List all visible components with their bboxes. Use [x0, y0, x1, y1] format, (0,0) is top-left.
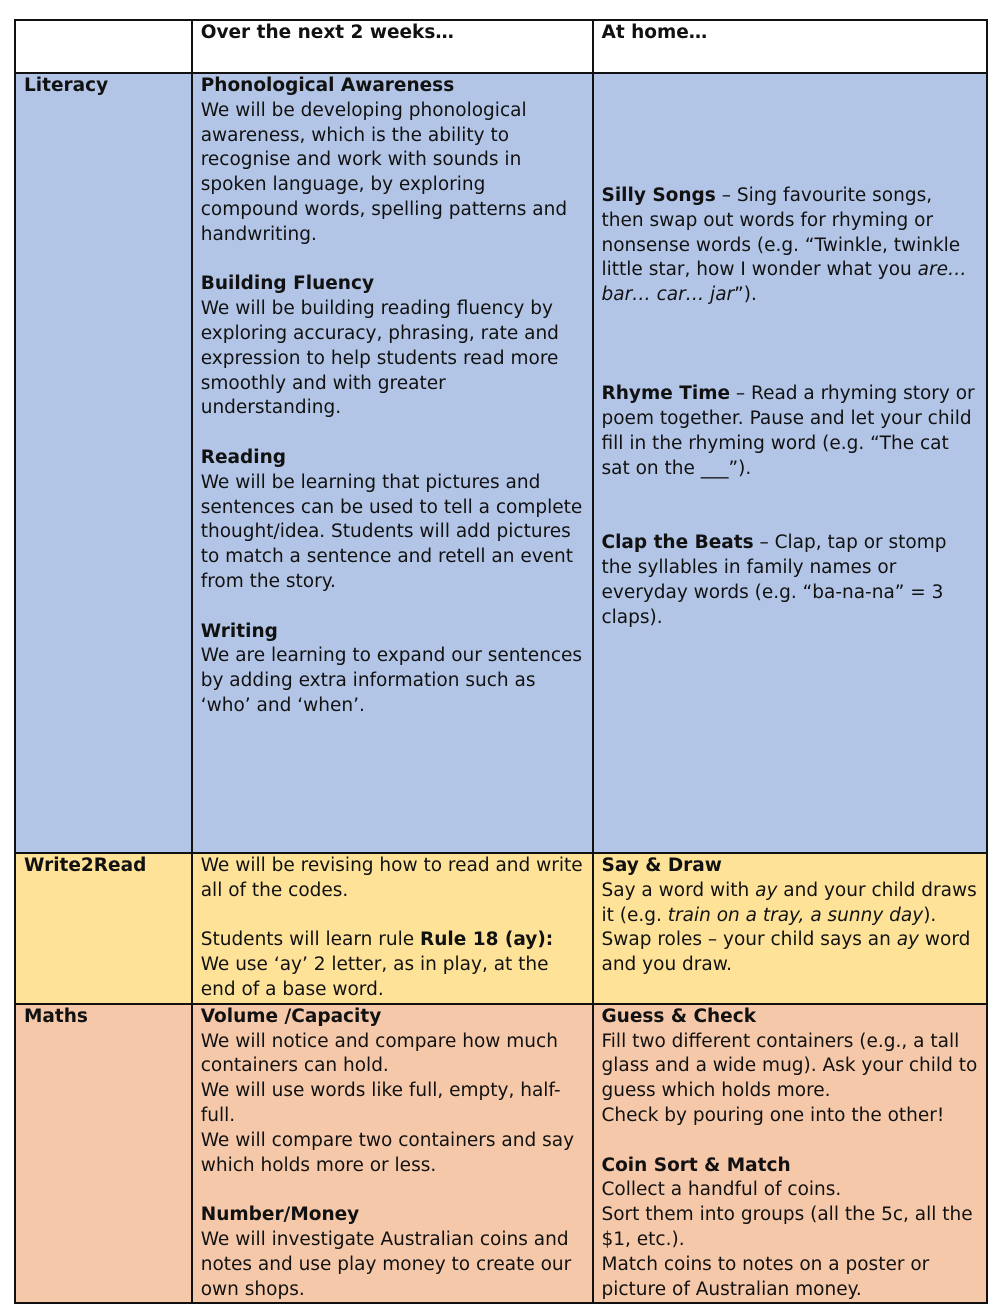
header-row — [15, 20, 987, 73]
volume-line: We will compare two containers and say which holds more or less. — [200, 1129, 575, 1176]
rule-line — [201, 928, 584, 953]
section-body: We will be developing phonological awareness, which is the ability to recognise and work with sounds in spoken language, by exploring compound words, spelling patterns and handwriting. — [200, 99, 568, 245]
text-run: and your child draws it (e.g. — [601, 879, 977, 926]
header-empty-cell — [15, 20, 192, 73]
literacy-plan-cell — [192, 73, 593, 853]
number-money-body: We will investigate Australian coins and notes and use play money to create our own shops. — [200, 1228, 572, 1300]
rule-name: Rule 18 (ay): — [419, 929, 554, 951]
maths-home-cell — [593, 1004, 988, 1304]
rule-intro: Students will learn rule — [200, 929, 420, 951]
section-body: We will be building reading fluency by exploring accuracy, phrasing, rate and expression to help students read more smoothly and with greater understanding. — [200, 298, 559, 419]
volume-line: We will notice and compare how much containers can hold. — [200, 1030, 558, 1077]
activity-italic: are… bar… car… jar — [601, 259, 967, 306]
silly-songs-activity — [602, 184, 979, 308]
coin-sort-line: Collect a handful of coins. — [601, 1179, 842, 1201]
text-run: ). — [923, 904, 937, 926]
number-money-title: Number/Money — [200, 1204, 360, 1226]
rhyme-time-activity — [602, 382, 979, 481]
maths-plan-cell — [192, 1004, 593, 1304]
volume-capacity-title: Volume /Capacity — [200, 1005, 382, 1027]
maths-row — [15, 1004, 987, 1304]
reading-section — [201, 446, 584, 595]
learning-plan-table — [14, 19, 988, 1304]
phonological-awareness-section — [201, 74, 584, 248]
header-next-two-weeks: Over the next 2 weeks… — [192, 20, 593, 73]
clap-the-beats-activity — [602, 531, 979, 630]
literacy-row — [15, 73, 987, 853]
maths-label: Maths — [15, 1004, 192, 1304]
activity-end: ”). — [734, 284, 757, 306]
section-title: Writing — [200, 620, 278, 642]
activity-body: – Clap, tap or stomp the syllables in family names or everyday words (e.g. “ba-na-na” = 3 claps). — [601, 532, 947, 628]
literacy-label: Literacy — [15, 73, 192, 853]
write2read-row — [15, 853, 987, 1004]
write2read-plan-cell — [192, 853, 593, 1004]
coin-sort-line: Sort them into groups (all the 5c, all the $1, etc.). — [601, 1204, 973, 1250]
literacy-home-cell — [593, 73, 988, 853]
text-run: Swap roles – your child says an — [601, 929, 897, 951]
guess-check-line: Check by pouring one into the other! — [601, 1104, 945, 1126]
italic-example: train on a tray, a sunny day — [667, 904, 924, 926]
activity-title: Rhyme Time — [601, 383, 731, 405]
write2read-label: Write2Read — [15, 853, 192, 1004]
write2read-home-cell — [593, 853, 988, 1004]
guess-check-title: Guess & Check — [601, 1005, 757, 1027]
say-draw-title: Say & Draw — [601, 855, 722, 876]
building-fluency-section — [201, 272, 584, 421]
revising-text: We will be revising how to read and write all of the codes. — [200, 855, 583, 901]
activity-body: – Read a rhyming story or poem together. Pause and let your child fill in the rhyming word (e.g. “The cat sat on the ___”). — [601, 383, 975, 479]
volume-line: We will use words like full, empty, half-full. — [200, 1080, 561, 1126]
coin-sort-title: Coin Sort & Match — [601, 1154, 791, 1176]
coin-sort-line: Match coins to notes on a poster or picture of Australian money. — [601, 1253, 930, 1300]
section-title: Reading — [200, 446, 286, 468]
guess-check-line: Fill two different containers (e.g., a tall glass and a wide mug). Ask your child to guess which holds more. — [601, 1030, 978, 1102]
text-run: Say a word with — [601, 879, 756, 901]
section-title: Building Fluency — [200, 273, 375, 295]
section-body: We are learning to expand our sentences by adding extra information such as ‘who’ and ‘when’. — [200, 645, 583, 716]
header-at-home: At home… — [593, 20, 988, 73]
writing-section — [201, 620, 584, 719]
section-title: Phonological Awareness — [200, 75, 455, 96]
say-draw-body — [602, 879, 979, 929]
swap-roles-body — [602, 928, 979, 978]
rule-body: We use ‘ay’ 2 letter, as in play, at the end of a base word. — [200, 954, 549, 1000]
italic-ay: ay — [896, 929, 919, 951]
section-body: We will be learning that pictures and sentences can be used to tell a complete thought/idea. Students will add pictures to match a sentence and retell an event from the story. — [200, 471, 583, 592]
italic-ay: ay — [755, 879, 778, 901]
activity-body: – Sing favourite songs, then swap out words for rhyming or nonsense words (e.g. “Twinkle, twinkle little star, how I wonder what you — [601, 185, 961, 281]
text-run: word and you draw. — [601, 929, 971, 976]
activity-title: Silly Songs — [601, 185, 716, 206]
activity-title: Clap the Beats — [601, 532, 754, 554]
